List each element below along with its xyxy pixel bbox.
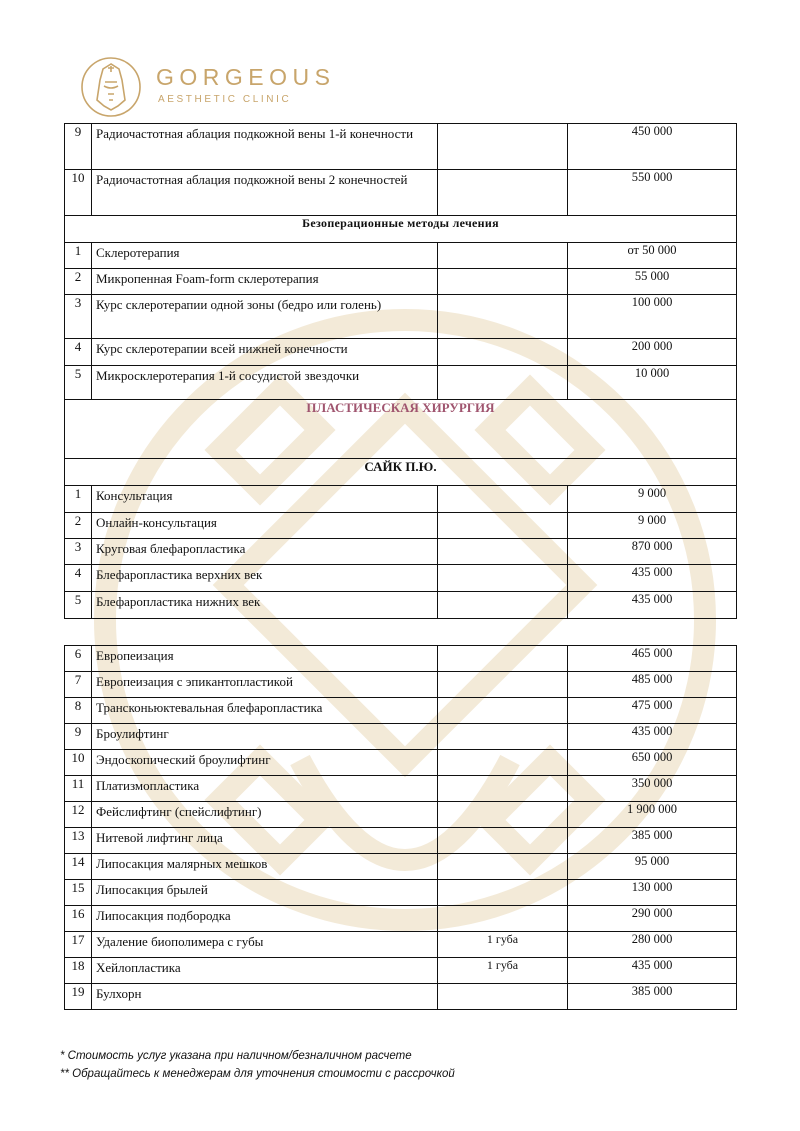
table-row [65,339,737,366]
table-row [65,539,737,565]
service-name: Блефаропластика верхних век [92,565,438,592]
service-price: 465 000 [568,646,737,672]
service-price: от 50 000 [568,243,737,269]
service-name: Курс склеротерапии всей нижней конечности [92,339,438,366]
table-row [65,880,737,906]
service-price: 870 000 [568,539,737,565]
service-name: Круговая блефаропластика [92,539,438,565]
table-row [65,486,737,513]
row-number: 3 [65,295,92,339]
service-qty [438,646,568,672]
service-name: Склеротерапия [92,243,438,269]
row-number: 1 [65,243,92,269]
service-qty [438,565,568,592]
service-name: Нитевой лифтинг лица [92,828,438,854]
row-number: 3 [65,539,92,565]
footnote-cash-payment: * Стоимость услуг указана при наличном/безналичном расчете [60,1050,412,1062]
row-number: 6 [65,646,92,672]
brand-subtitle: AESTHETIC CLINIC [158,94,292,105]
service-qty [438,984,568,1010]
row-number: 11 [65,776,92,802]
doctor-header-row [65,459,737,486]
service-qty [438,124,568,170]
section-title: Безоперационные методы лечения [65,216,737,243]
service-qty [438,906,568,932]
service-price: 9 000 [568,513,737,539]
service-qty [438,724,568,750]
service-price: 550 000 [568,170,737,216]
section-header-row [65,216,737,243]
row-number: 15 [65,880,92,906]
row-number: 5 [65,592,92,619]
service-name: Эндоскопический броулифтинг [92,750,438,776]
table-row [65,854,737,880]
table-row [65,170,737,216]
service-qty [438,828,568,854]
table-row [65,750,737,776]
service-price: 130 000 [568,880,737,906]
row-number: 4 [65,339,92,366]
service-qty [438,776,568,802]
service-qty [438,698,568,724]
service-qty [438,243,568,269]
service-price: 385 000 [568,984,737,1010]
service-qty [438,486,568,513]
service-price: 435 000 [568,724,737,750]
table-row [65,828,737,854]
service-qty [438,539,568,565]
price-table-main [64,123,737,619]
service-price: 280 000 [568,932,737,958]
service-price: 55 000 [568,269,737,295]
row-number: 5 [65,366,92,400]
row-number: 17 [65,932,92,958]
table-row [65,295,737,339]
service-price: 450 000 [568,124,737,170]
service-price: 1 900 000 [568,802,737,828]
service-qty [438,339,568,366]
service-name: Радиочастотная аблация подкожной вены 1-й конечности [92,124,438,170]
service-qty: 1 губа [438,958,568,984]
table-row [65,906,737,932]
service-name: Европеизация с эпикантопластикой [92,672,438,698]
service-price: 435 000 [568,565,737,592]
row-number: 1 [65,486,92,513]
service-price: 485 000 [568,672,737,698]
service-price: 435 000 [568,958,737,984]
service-name: Булхорн [92,984,438,1010]
service-name: Консультация [92,486,438,513]
row-number: 2 [65,269,92,295]
table-row [65,776,737,802]
table-row [65,565,737,592]
service-qty: 1 губа [438,932,568,958]
service-name: Липосакция малярных мешков [92,854,438,880]
service-name: Хейлопластика [92,958,438,984]
service-price: 475 000 [568,698,737,724]
service-qty [438,513,568,539]
table-row [65,243,737,269]
table-row [65,802,737,828]
row-number: 10 [65,750,92,776]
service-price: 650 000 [568,750,737,776]
row-number: 13 [65,828,92,854]
service-name: Онлайн-консультация [92,513,438,539]
footnotes [60,1047,455,1083]
service-qty [438,750,568,776]
doctor-name: САЙК П.Ю. [65,459,737,486]
service-name: Фейслифтинг (спейслифтинг) [92,802,438,828]
service-price: 95 000 [568,854,737,880]
category-header-row [65,400,737,459]
pharaoh-mask-icon [80,56,142,118]
table-row [65,592,737,619]
service-name: Липосакция брылей [92,880,438,906]
service-price: 100 000 [568,295,737,339]
service-name: Микросклеротерапия 1-й сосудистой звездочки [92,366,438,400]
footnote-installment: ** Обращайтесь к менеджерам для уточнения стоимости с рассрочкой [60,1068,455,1080]
service-price: 200 000 [568,339,737,366]
category-title: ПЛАСТИЧЕСКАЯ ХИРУРГИЯ [65,400,737,459]
service-qty [438,592,568,619]
row-number: 9 [65,724,92,750]
service-name: Броулифтинг [92,724,438,750]
row-number: 12 [65,802,92,828]
row-number: 18 [65,958,92,984]
service-qty [438,170,568,216]
row-number: 10 [65,170,92,216]
service-name: Европеизация [92,646,438,672]
service-name: Микропенная Foam-form склеротерапия [92,269,438,295]
row-number: 9 [65,124,92,170]
table-row [65,513,737,539]
row-number: 16 [65,906,92,932]
service-price: 10 000 [568,366,737,400]
service-name: Трансконьюктевальная блефаропластика [92,698,438,724]
table-row [65,269,737,295]
table-row [65,672,737,698]
service-price: 350 000 [568,776,737,802]
row-number: 8 [65,698,92,724]
service-qty [438,672,568,698]
service-name: Липосакция подбородка [92,906,438,932]
table-row [65,984,737,1010]
service-name: Удаление биополимера с губы [92,932,438,958]
row-number: 7 [65,672,92,698]
table-row [65,646,737,672]
table-row [65,698,737,724]
service-name: Блефаропластика нижних век [92,592,438,619]
table-row [65,366,737,400]
brand-name: GORGEOUS [156,64,336,90]
service-price: 385 000 [568,828,737,854]
service-price: 435 000 [568,592,737,619]
service-name: Платизмопластика [92,776,438,802]
service-qty [438,269,568,295]
row-number: 4 [65,565,92,592]
service-price: 9 000 [568,486,737,513]
row-number: 19 [65,984,92,1010]
service-qty [438,880,568,906]
table-row [65,124,737,170]
service-qty [438,802,568,828]
service-name: Радиочастотная аблация подкожной вены 2 конечностей [92,170,438,216]
row-number: 2 [65,513,92,539]
table-row [65,932,737,958]
row-number: 14 [65,854,92,880]
service-price: 290 000 [568,906,737,932]
service-qty [438,854,568,880]
table-row [65,724,737,750]
service-qty [438,295,568,339]
price-table-continued [64,645,737,1010]
service-name: Курс склеротерапии одной зоны (бедро или голень) [92,295,438,339]
table-row [65,958,737,984]
service-qty [438,366,568,400]
